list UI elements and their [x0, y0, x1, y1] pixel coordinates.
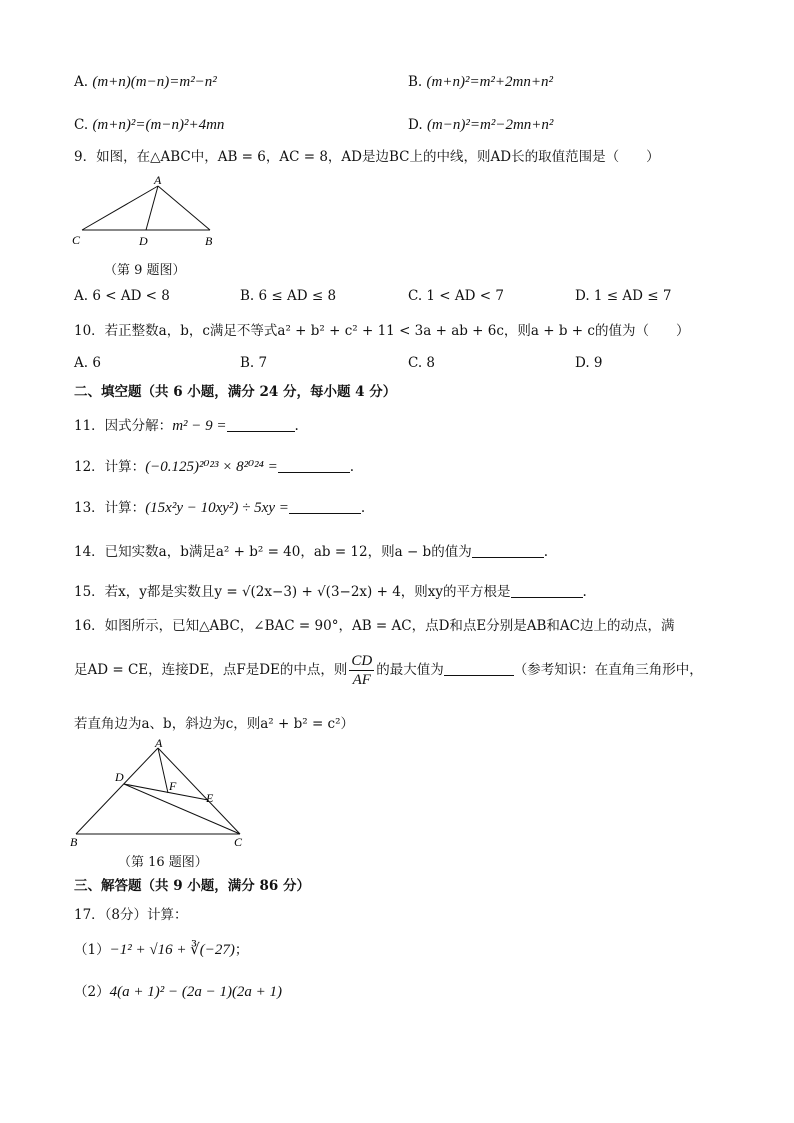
q17-part-1: （1）−1² + √16 + ∛(−27)； — [74, 942, 249, 958]
q8-option-a-expr: (m+n)(m−n)=m²−n² — [92, 74, 217, 90]
q16-label-e: E — [206, 791, 214, 805]
q13-answer-blank — [289, 499, 361, 514]
q16-label-a: A — [155, 738, 163, 750]
q16-fraction: $\frac{CD}{AF}$ — [351, 653, 373, 688]
q8-option-a: A. (m+n)(m−n)=m²−n² — [74, 74, 217, 90]
q14-answer-blank — [472, 543, 544, 558]
q17-part-2: （2）4(a + 1)² − (2a − 1)(2a + 1) — [74, 984, 283, 1000]
q15-answer-blank — [511, 583, 583, 598]
q16-line-2: 足AD = CE，连接DE，点F是DE的中点，则 $\frac{CD}{AF}$ 的最大值为 （参考知识：在直角三角形中， — [74, 653, 703, 688]
q10-stem: 10．若正整数a，b，c满足不等式a² + b² + c² + 11 < 3a + ab + 6c，则a + b + c的值为（ ） — [74, 323, 690, 339]
q9-option-d: D. 1 ≤ AD ≤ 7 — [575, 288, 672, 304]
q9-stem: 9．如图，在△ABC中，AB = 6，AC = 8，AD是边BC上的中线，则AD长的取值范围是（ ） — [74, 149, 660, 165]
q16-label-c: C — [234, 835, 243, 849]
q16-label-f: F — [169, 779, 177, 793]
q17-title: 17．（8分）计算： — [74, 907, 188, 923]
q12-answer-blank — [278, 458, 350, 473]
q11: 11．因式分解：m² − 9 = . — [74, 418, 299, 434]
q9-label-d: D — [139, 234, 148, 248]
q16-caption: （第 16 题图） — [118, 855, 208, 870]
section-3-heading: 三、解答题（共 9 小题，满分 86 分） — [74, 878, 310, 894]
q16-label-b: B — [70, 835, 78, 849]
q8-option-c: C. (m+n)²=(m−n)²+4mn — [74, 117, 225, 133]
q16-line-3: 若直角边为a、b，斜边为c，则a² + b² = c²） — [74, 716, 355, 732]
q9-option-b: B. 6 ≤ AD ≤ 8 — [240, 288, 337, 304]
q15: 15．若x，y都是实数且y = √(2x−3) + √(3−2x) + 4，则xy的平方根是 . — [74, 584, 587, 600]
q14: 14．已知实数a，b满足a² + b² = 40，ab = 12，则a − b的值为 . — [74, 544, 548, 560]
q10-option-b: B. 7 — [240, 355, 268, 371]
q17-part-2-expr: 4(a + 1)² − (2a − 1)(2a + 1) — [109, 984, 283, 1000]
q17-part-1-expr: −1² + √16 + ∛(−27) — [109, 942, 235, 958]
q16-label-d: D — [115, 770, 124, 784]
q9-label-c: C — [72, 233, 81, 247]
q16-line-1: 16．如图所示，已知△ABC，∠BAC = 90°，AB = AC，点D和点E分别是AB和AC边上的动点，满 — [74, 618, 675, 634]
q10-option-d: D. 9 — [575, 355, 603, 371]
q12: 12．计算：(−0.125)²⁰²³ × 8²⁰²⁴ = . — [74, 459, 355, 475]
q9-option-a: A. 6 < AD < 8 — [74, 288, 170, 304]
q13: 13．计算：(15x²y − 10xy²) ÷ 5xy = . — [74, 500, 366, 516]
q9-caption: （第 9 题图） — [104, 263, 186, 278]
q11-answer-blank — [227, 417, 295, 432]
q9-option-c: C. 1 < AD < 7 — [408, 288, 504, 304]
q8-option-b: B. (m+n)²=m²+2mn+n² — [408, 74, 553, 90]
q9-figure — [68, 172, 228, 252]
section-2-heading: 二、填空题（共 6 小题，满分 24 分，每小题 4 分） — [74, 384, 397, 400]
q9-label-a: A — [154, 173, 162, 187]
q10-option-c: C. 8 — [408, 355, 436, 371]
q9-label-b: B — [205, 234, 213, 248]
q8-option-c-expr: (m+n)²=(m−n)²+4mn — [92, 117, 225, 133]
q8-option-d-expr: (m−n)²=m²−2mn+n² — [426, 117, 554, 133]
q8-option-d: D. (m−n)²=m²−2mn+n² — [408, 117, 554, 133]
q16-figure — [66, 738, 256, 852]
q10-option-a: A. 6 — [74, 355, 101, 371]
q8-option-b-expr: (m+n)²=m²+2mn+n² — [426, 74, 553, 90]
q16-answer-blank — [444, 661, 514, 676]
